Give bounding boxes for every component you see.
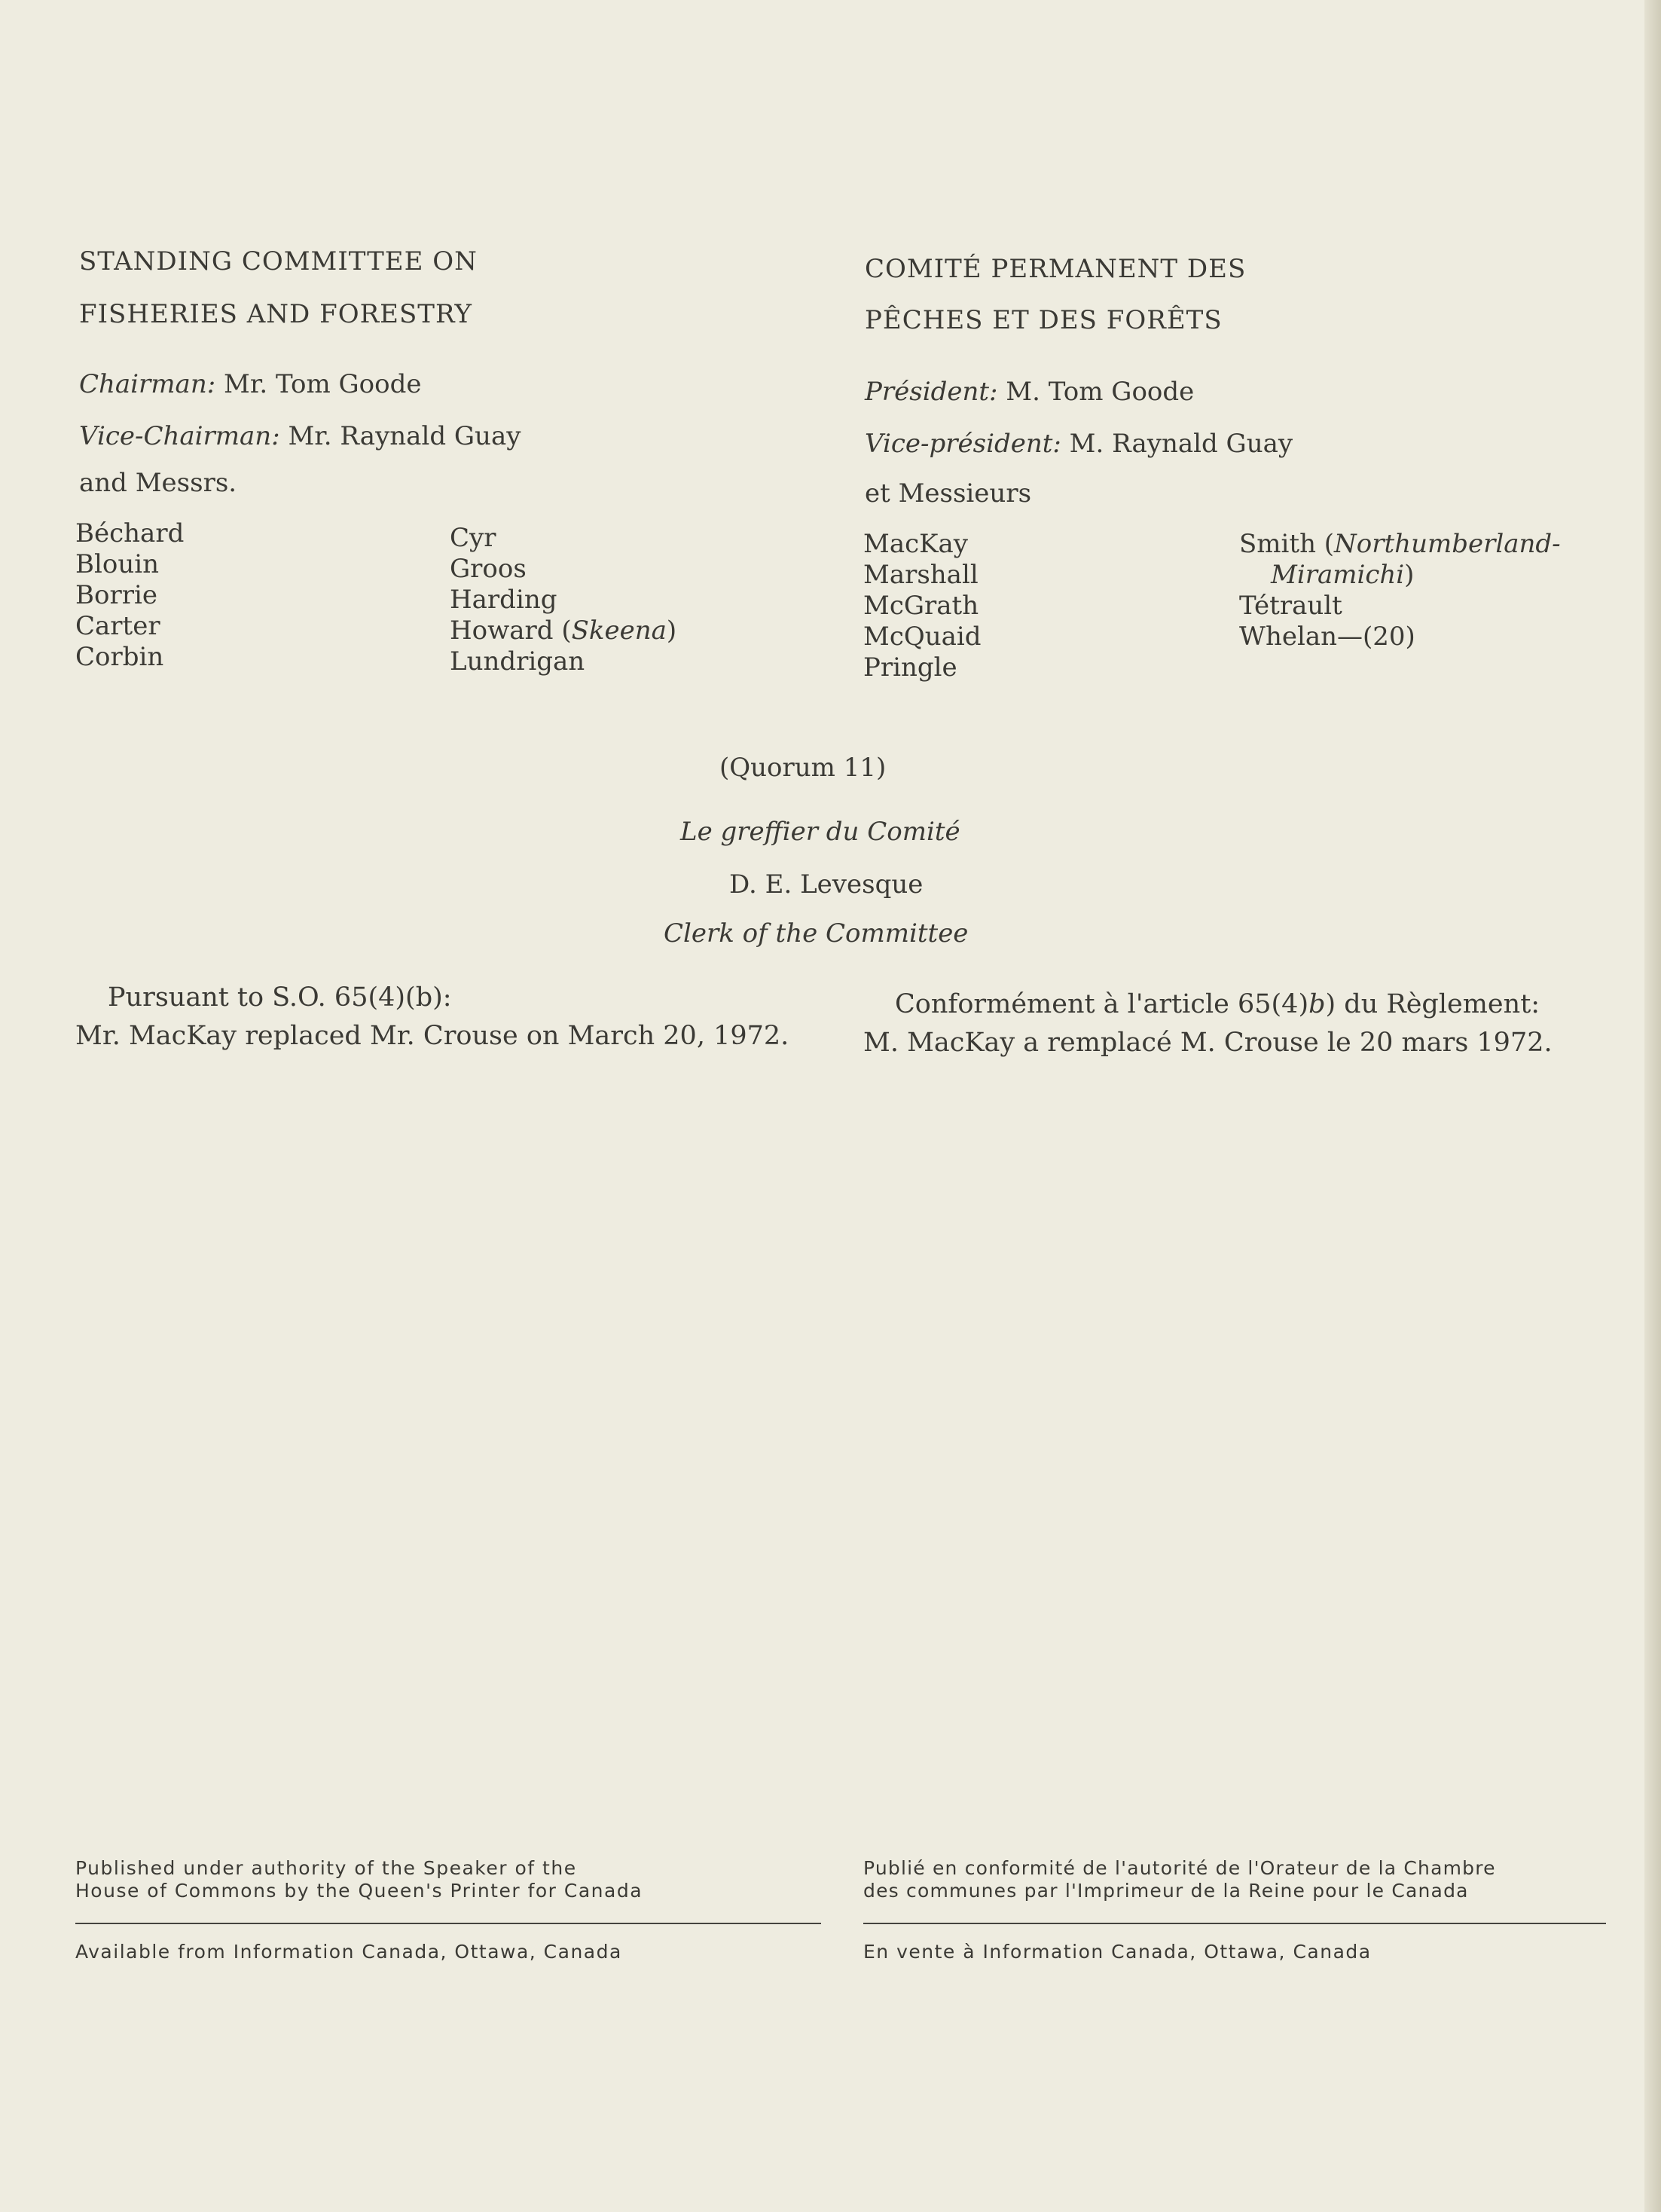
members-column-2 xyxy=(450,523,676,677)
page-edge-shadow xyxy=(1644,0,1661,2212)
published-fr-line2: des communes par l'Imprimeur de la Reine pour le Canada xyxy=(863,1880,1469,1902)
vice-chairman-name: Mr. Raynald Guay xyxy=(288,421,521,451)
members-column-3 xyxy=(863,529,982,683)
vice-president-line xyxy=(865,431,1293,457)
member-name: MacKay xyxy=(863,529,969,559)
published-fr xyxy=(863,1857,1496,1902)
vice-chairman-line xyxy=(79,423,521,449)
footer-rule-en xyxy=(75,1923,821,1924)
conformement-suffix: ) du Règlement: xyxy=(1325,989,1540,1019)
chairman-name: Mr. Tom Goode xyxy=(224,369,422,399)
member-name: Borrie xyxy=(75,580,157,610)
committee-name-en-line1: STANDING COMMITTEE ON xyxy=(79,246,478,276)
vice-president-label: Vice-président: xyxy=(865,429,1061,459)
conformement-fr-line1 xyxy=(895,991,1540,1018)
member-name: Pringle xyxy=(863,652,957,683)
vice-president-name: M. Raynald Guay xyxy=(1069,429,1293,459)
quorum: (Quorum 11) xyxy=(719,753,887,783)
member-name: Marshall xyxy=(863,560,979,590)
published-en xyxy=(75,1857,643,1902)
clerk-title-en: Clerk of the Committee xyxy=(664,918,969,949)
member-name: Lundrigan xyxy=(450,646,585,677)
member-name: Blouin xyxy=(75,549,159,579)
member-name: Whelan—(20) xyxy=(1239,622,1415,652)
member-name-howard xyxy=(450,616,676,646)
committee-name-fr-line2: PÊCHES ET DES FORÊTS xyxy=(865,305,1223,335)
conformement-b: b xyxy=(1308,989,1326,1019)
members-column-4 xyxy=(1239,529,1561,652)
committee-name-en-line2: FISHERIES AND FORESTRY xyxy=(79,299,472,329)
conformement-fr-line2: M. MacKay a remplacé M. Crouse le 20 mars 1972. xyxy=(863,1028,1553,1058)
president-name: M. Tom Goode xyxy=(1006,377,1195,407)
clerk-title-fr: Le greffier du Comité xyxy=(680,817,960,847)
member-name: Carter xyxy=(75,611,160,641)
member-name: Tétrault xyxy=(1239,591,1342,621)
and-messrs: and Messrs. xyxy=(79,468,237,498)
member-smith-riding-line1: Northumberland- xyxy=(1334,529,1561,559)
member-smith-riding-line2 xyxy=(1239,560,1561,591)
published-en-line2: House of Commons by the Queen's Printer for Canada xyxy=(75,1880,643,1902)
chairman-line xyxy=(79,371,422,397)
published-en-line1: Published under authority of the Speaker of the xyxy=(75,1857,577,1879)
member-howard-riding: Skeena xyxy=(571,616,667,646)
member-howard-surname: Howard ( xyxy=(450,616,572,646)
available-en: Available from Information Canada, Ottawa, Canada xyxy=(75,1941,622,1963)
member-smith-riding: Miramichi xyxy=(1271,560,1405,590)
member-name: Harding xyxy=(450,585,557,615)
member-name-smith xyxy=(1239,529,1561,560)
president-label: Président: xyxy=(865,377,998,407)
member-howard-close: ) xyxy=(666,616,677,646)
chairman-label: Chairman: xyxy=(79,369,216,399)
conformement-prefix: Conformément à l'article 65(4) xyxy=(895,989,1309,1019)
member-name: Corbin xyxy=(75,642,164,672)
member-name: Béchard xyxy=(75,518,185,548)
member-name: McQuaid xyxy=(863,622,982,652)
member-smith-surname: Smith ( xyxy=(1239,529,1335,559)
members-column-1 xyxy=(75,518,184,673)
available-fr: En vente à Information Canada, Ottawa, Canada xyxy=(863,1941,1372,1963)
published-fr-line1: Publié en conformité de l'autorité de l'Orateur de la Chambre xyxy=(863,1857,1496,1879)
committee-name-fr-line1: COMITÉ PERMANENT DES xyxy=(865,254,1247,284)
footer-rule-fr xyxy=(863,1923,1606,1924)
member-smith-close: ) xyxy=(1404,560,1415,590)
member-name: Cyr xyxy=(450,523,496,553)
vice-chairman-label: Vice-Chairman: xyxy=(79,421,280,451)
et-messieurs: et Messieurs xyxy=(865,478,1032,509)
pursuant-en-line2: Mr. MacKay replaced Mr. Crouse on March 20, 1972. xyxy=(75,1021,789,1051)
member-name: Groos xyxy=(450,554,527,584)
clerk-name: D. E. Levesque xyxy=(729,869,924,900)
pursuant-en-line1: Pursuant to S.O. 65(4)(b): xyxy=(108,982,452,1013)
member-name: McGrath xyxy=(863,591,979,621)
president-line xyxy=(865,379,1194,405)
